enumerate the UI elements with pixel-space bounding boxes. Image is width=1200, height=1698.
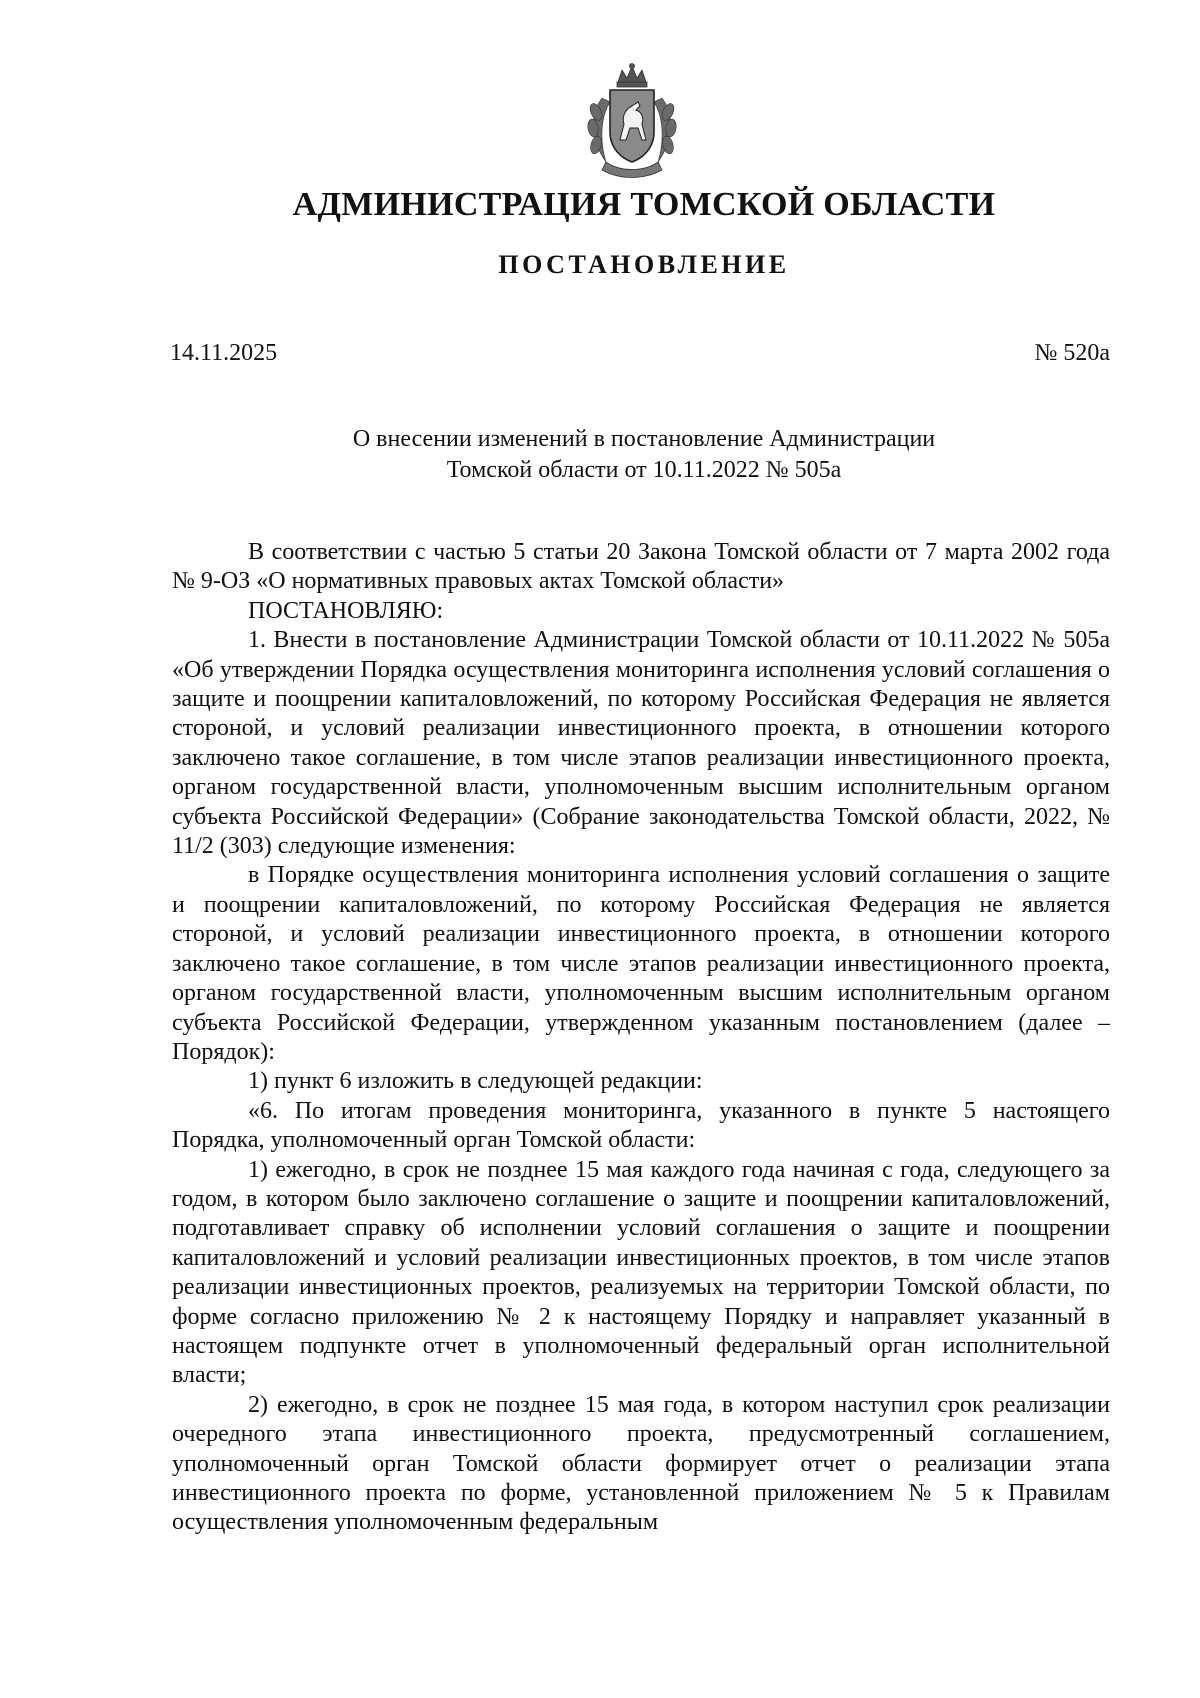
subject-line: Томской области от 10.11.2022 № 505а (446, 457, 842, 483)
body-paragraph: В соответствии с частью 5 статьи 20 Закона Томской области от 7 марта 2002 года № 9-ОЗ «О нормативных правовых актах Томской области» (172, 539, 1110, 595)
organization-title: АДМИНИСТРАЦИЯ ТОМСКОЙ ОБЛАСТИ (292, 186, 996, 223)
document-date: 14.11.2025 (170, 340, 278, 366)
body-paragraph: 1) пункт 6 изложить в следующей редакции: (248, 1068, 703, 1095)
body-paragraph: 2) ежегодно, в срок не позднее 15 мая года, в котором наступил срок реализации очередного этапа инвестиционного проекта, предусмотренный соглашением, уполномоченный орган Томской области формирует отчет о реализации этапа инвестиционного проекта по форме, установленной приложением № 5 к Правилам осуществления уполномоченным федеральным (172, 1391, 1110, 1536)
body-paragraph: 1. Внести в постановление Администрации Томской области от 10.11.2022 № 505а «Об утверждении Порядка осуществления мониторинга исполнения условий соглашения о защите и поощрении капиталовложений, по которому Российская Федерация не является стороной, и условий реализации инвестиционного проекта, в отношении которого заключено такое соглашение, в том числе этапов реализации инвестиционного проекта, органом государственной власти, уполномоченным высшим исполнительным органом субъекта Российской Федерации» (Собрание законодательства Томской области, 2022, № 11/2 (303) следующие изменения: (172, 627, 1110, 860)
body-paragraph: «6. По итогам проведения мониторинга, указанного в пункте 5 настоящего Порядка, уполномоченный орган Томской области: (172, 1097, 1110, 1154)
body-paragraph: в Порядке осуществления мониторинга исполнения условий соглашения о защите и поощрении капиталовложений, по которому Российская Федерация не является стороной, и условий реализации инвестиционного проекта, в отношении которого заключено такое соглашение, в том числе этапов реализации инвестиционного проекта, органом государственной власти, уполномоченным высшим исполнительным органом субъекта Российской Федерации, утвержденном указанным постановлением (далее – Порядок): (172, 862, 1110, 1065)
document-type: ПОСТАНОВЛЕНИЕ (498, 250, 790, 279)
document-number: № 520а (1034, 340, 1110, 366)
document-body (172, 538, 1110, 1538)
subject-line: О внесении изменений в постановление Администрации (352, 426, 936, 452)
document-subject (0, 424, 1200, 486)
body-paragraph: ПОСТАНОВЛЯЮ: (248, 597, 444, 624)
tomsk-oblast-coat-of-arms-icon (580, 62, 684, 180)
body-paragraph: 1) ежегодно, в срок не позднее 15 мая каждого года начиная с года, следующего за годом, в котором было заключено соглашение о защите и поощрении капиталовложений, подготавливает справку об исполнении условий соглашения о защите и поощрении капиталовложений и условий реализации инвестиционных проектов, в том числе этапов реализации инвестиционных проектов, реализуемых на территории Томской области, по форме согласно приложению № 2 к настоящему Порядку и направляет указанный в настоящем подпункте отчет в уполномоченный федеральный орган исполнительной власти; (172, 1156, 1110, 1389)
